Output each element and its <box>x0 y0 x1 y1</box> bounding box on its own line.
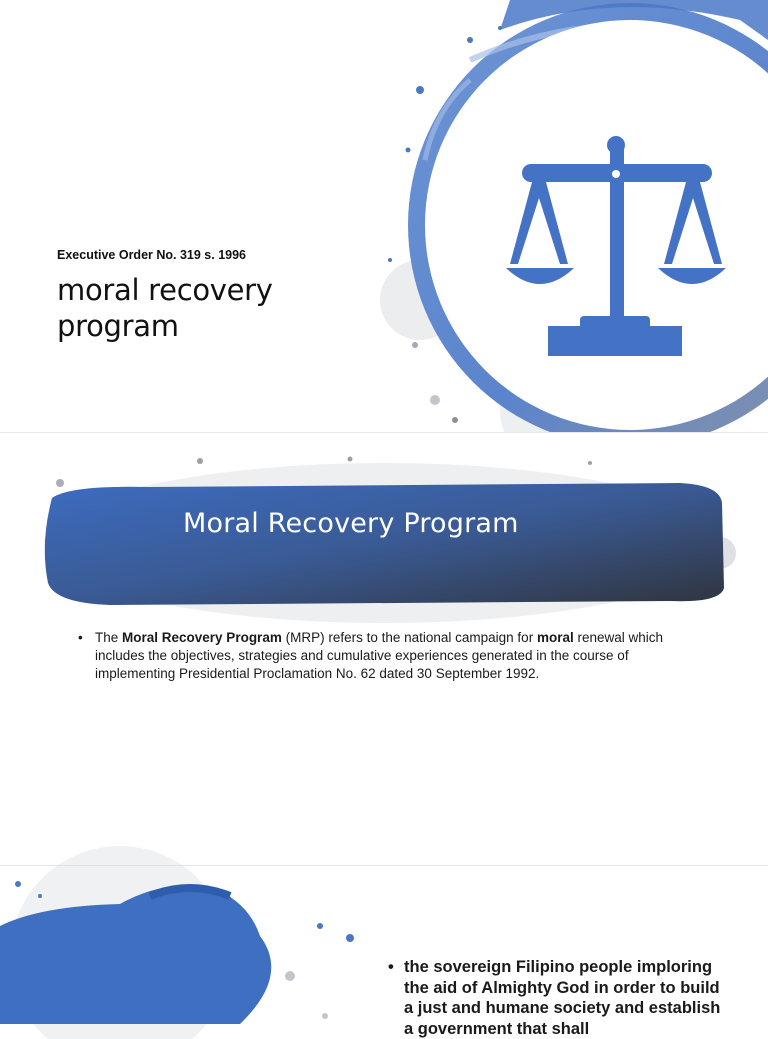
watercolor-circle-art <box>360 0 768 432</box>
definition-slide <box>0 433 768 865</box>
content-slide <box>0 866 768 1038</box>
bullet-item <box>78 629 698 683</box>
bullet-dot: • <box>78 630 83 645</box>
title-slide <box>0 0 768 432</box>
slide-title <box>57 272 273 344</box>
bullet-text: The Moral Recovery Program (MRP) refers to the national campaign for moral renewal which includes the objectives, strategies and cumulative experiences generated in the course of implementing Presidential Proclamation No. 62 dated 30 September 1992. <box>95 630 663 681</box>
slide-subtitle: Executive Order No. 319 s. 1996 <box>57 248 246 262</box>
banner-title: Moral Recovery Program <box>183 508 519 539</box>
slide-title-line-2: program <box>57 309 179 343</box>
watercolor-splash-art <box>0 866 380 1024</box>
bullet-dot: • <box>388 958 394 976</box>
bullet-item <box>388 957 728 1039</box>
slide-title-line-1: moral recovery <box>57 273 273 307</box>
bullet-text: the sovereign Filipino people imploring the aid of Almighty God in order to build a just and humane society and establish a government that shall <box>404 958 721 1038</box>
